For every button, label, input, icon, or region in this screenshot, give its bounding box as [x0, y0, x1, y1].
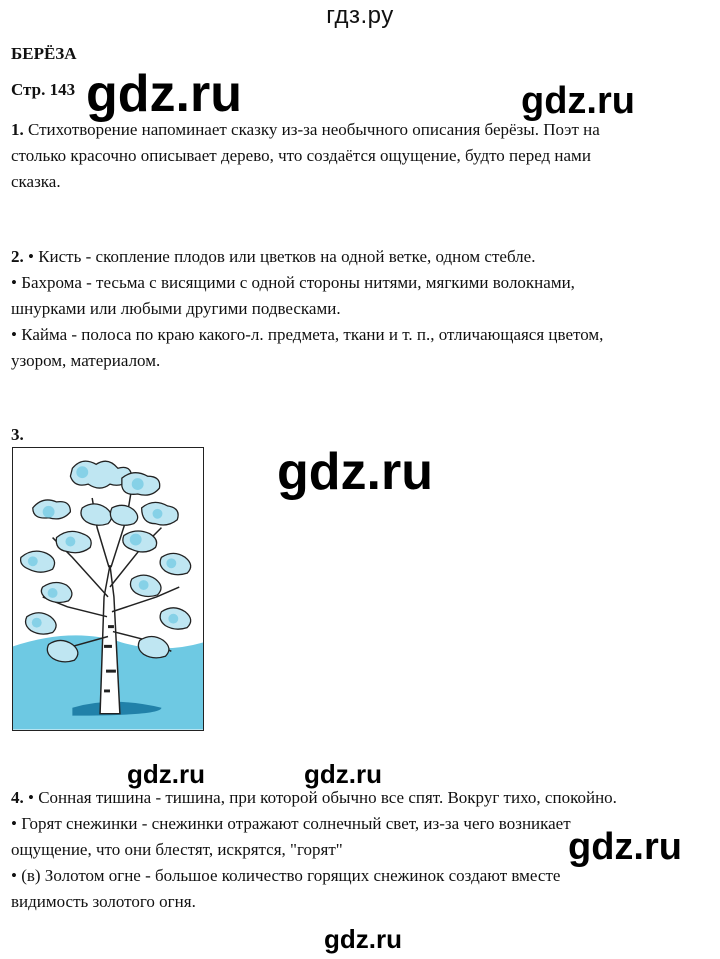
answer-line: • Горят снежинки - снежинки отражают солнечный свет, из-за чего возникает — [11, 814, 571, 833]
answer-2 — [11, 244, 711, 374]
birch-drawing-svg — [13, 448, 203, 730]
answer-line: • Кисть - скопление плодов или цветков на одной ветке, одном стебле. — [28, 247, 536, 266]
page-reference: Стр. 143 — [11, 80, 76, 99]
answer-line: видимость золотого огня. — [11, 892, 196, 911]
answer-line: • (в) Золотом огне - большое количество горящих снежинок создают вместе — [11, 866, 561, 885]
answer-line: сказка. — [11, 172, 61, 191]
answer-line: ощущение, что они блестят, искрятся, "горят" — [11, 840, 343, 859]
answer-line: • Бахрома - тесьма с висящими с одной стороны нитями, мягкими волокнами, — [11, 273, 575, 292]
watermark: gdz.ru — [127, 759, 205, 789]
answer-3 — [11, 422, 711, 448]
answer-line: • Кайма - полоса по краю какого-л. предмета, ткани и т. п., отличающаяся цветом, — [11, 325, 604, 344]
answer-1 — [11, 117, 711, 195]
watermark: gdz.ru — [568, 826, 682, 868]
watermark: gdz.ru — [277, 443, 433, 501]
site-header: гдз.ру — [326, 2, 394, 29]
answer-number: 1. — [11, 120, 24, 139]
answer-line: Стихотворение напоминает сказку из-за необычного описания берёзы. Поэт на — [28, 120, 600, 139]
watermark: gdz.ru — [304, 759, 382, 789]
birch-drawing — [12, 447, 204, 731]
answer-line: шнурками или любыми другими подвесками. — [11, 299, 341, 318]
watermark: gdz.ru — [521, 80, 635, 122]
answer-number: 4. — [11, 788, 24, 807]
answer-number: 2. — [11, 247, 24, 266]
answer-4 — [11, 785, 711, 915]
page-title: БЕРЁЗА — [11, 44, 77, 63]
answer-line: • Сонная тишина - тишина, при которой обычно все спят. Вокруг тихо, спокойно. — [28, 788, 617, 807]
answer-line: столько красочно описывает дерево, что создаётся ощущение, будто перед нами — [11, 146, 591, 165]
answer-line: узором, материалом. — [11, 351, 161, 370]
answer-number: 3. — [11, 425, 24, 444]
watermark: gdz.ru — [86, 65, 242, 123]
watermark: gdz.ru — [324, 924, 402, 954]
